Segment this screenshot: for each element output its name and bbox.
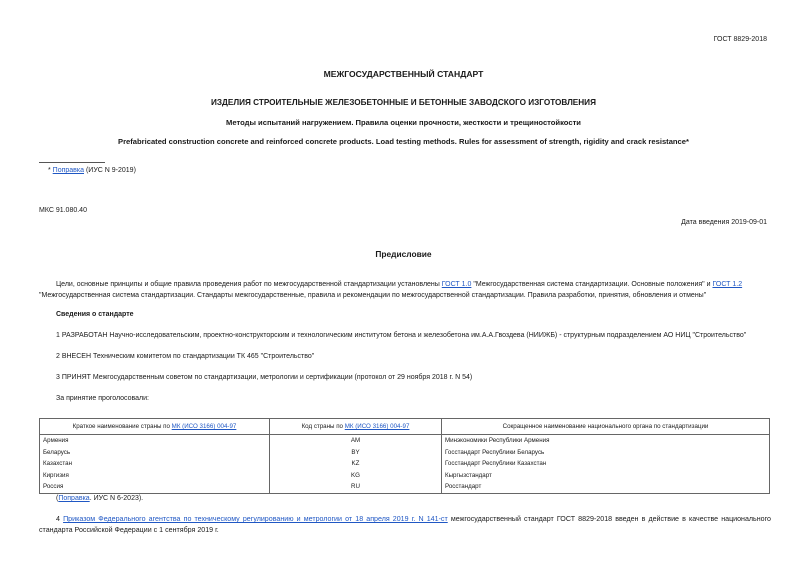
body-cell: Минэкономики Республики Армения [442,435,770,447]
item-4-order: 4 Приказом Федерального агентства по техническому регулированию и метрологии от 18 апреля 2019 г. N 141-ст межгосударственный стандарт ГОСТ 8829-2018 введен в действие в качестве национального стандарта Российской Федерации с 1 сентября 2019 г. [39,515,771,534]
voted-label: За принятие проголосовали: [56,395,149,402]
info-heading: Сведения о стандарте [56,311,134,318]
code-cell: KZ [270,458,442,470]
item-2-introduced: 2 ВНЕСЕН Техническим комитетом по стандартизации ТК 465 "Строительство" [56,353,315,360]
footnote: * Поправка (ИУС N 9-2019) [48,167,136,174]
mk-iso-link[interactable]: МК (ИСО 3166) 004-97 [171,423,237,430]
country-cell: Беларусь [40,447,270,459]
amendment-link[interactable]: Поправка [52,167,85,174]
table-row [40,435,770,447]
document-code: ГОСТ 8829-2018 [713,36,767,43]
column-header-country: Краткое наименование страны по МК (ИСО 3166) 004-97 [40,419,270,435]
body-cell: Госстандарт Республики Казахстан [442,458,770,470]
standard-type: МЕЖГОСУДАРСТВЕННЫЙ СТАНДАРТ [323,69,484,79]
table-row [40,447,770,459]
voting-table [39,418,770,494]
amendment-note: (Поправка. ИУС N 6-2023). [56,495,144,502]
item-1-developed: 1 РАЗРАБОТАН Научно-исследовательским, проектно-конструкторским и технологическим институтом бетона и железобетона им.А.А.Гвоздева (НИИЖБ) - структурным подразделением АО НИЦ "Строительство" [56,332,747,339]
column-header-code: Код страны по МК (ИСО 3166) 004-97 [270,419,442,435]
country-cell: Казахстан [40,458,270,470]
code-cell: BY [270,447,442,459]
document-title: ИЗДЕЛИЯ СТРОИТЕЛЬНЫЕ ЖЕЛЕЗОБЕТОННЫЕ И БЕТОННЫЕ ЗАВОДСКОГО ИЗГОТОВЛЕНИЯ [211,98,596,107]
column-header-body: Сокращенное наименование национального органа по стандартизации [442,419,770,435]
gost-1-0-link[interactable]: ГОСТ 1.0 [441,281,472,288]
foreword-heading: Предисловие [375,249,432,259]
body-cell: Росстандарт [442,481,770,493]
table-row [40,458,770,470]
table-row [40,470,770,482]
amendment-link[interactable]: Поправка [58,495,90,502]
document-subtitle: Методы испытаний нагружением. Правила оценки прочности, жесткости и трещиностойкости [226,118,581,127]
gost-1-2-link[interactable]: ГОСТ 1.2 [712,281,743,288]
foreword-paragraph-line2: "Межгосударственная система стандартизации. Стандарты межгосударственные, правила и рекомендации по межгосударственной стандартизации. Правила разработки, принятия, обновления и отмены" [39,292,707,299]
footnote-divider [39,162,105,163]
code-cell: KG [270,470,442,482]
code-cell: AM [270,435,442,447]
body-cell: Госстандарт Республики Беларусь [442,447,770,459]
mk-iso-link[interactable]: МК (ИСО 3166) 004-97 [344,423,410,430]
mks-code: МКС 91.080.40 [39,207,87,214]
introduction-date: Дата введения 2019-09-01 [681,219,767,226]
country-cell: Киргизия [40,470,270,482]
english-title: Prefabricated construction concrete and reinforced concrete products. Load testing methods. Rules for assessment of strength, rigidity and crack resistance* [118,137,689,146]
foreword-paragraph-line1: Цели, основные принципы и общие правила проведения работ по межгосударственной стандартизации установлены ГОСТ 1.0 "Межгосударственная система стандартизации. Основные положения" и ГОСТ 1.2 [56,281,743,288]
table-header-row [40,419,770,435]
table-row [40,481,770,493]
country-cell: Россия [40,481,270,493]
country-cell: Армения [40,435,270,447]
code-cell: RU [270,481,442,493]
order-link[interactable]: Приказом Федерального агентства по техническому регулированию и метрологии от 18 апреля 2019 г. N 141-ст [63,515,448,523]
item-3-adopted: 3 ПРИНЯТ Межгосударственным советом по стандартизации, метрологии и сертификации (протокол от 29 ноября 2018 г. N 54) [56,374,473,381]
body-cell: Кыргызстандарт [442,470,770,482]
